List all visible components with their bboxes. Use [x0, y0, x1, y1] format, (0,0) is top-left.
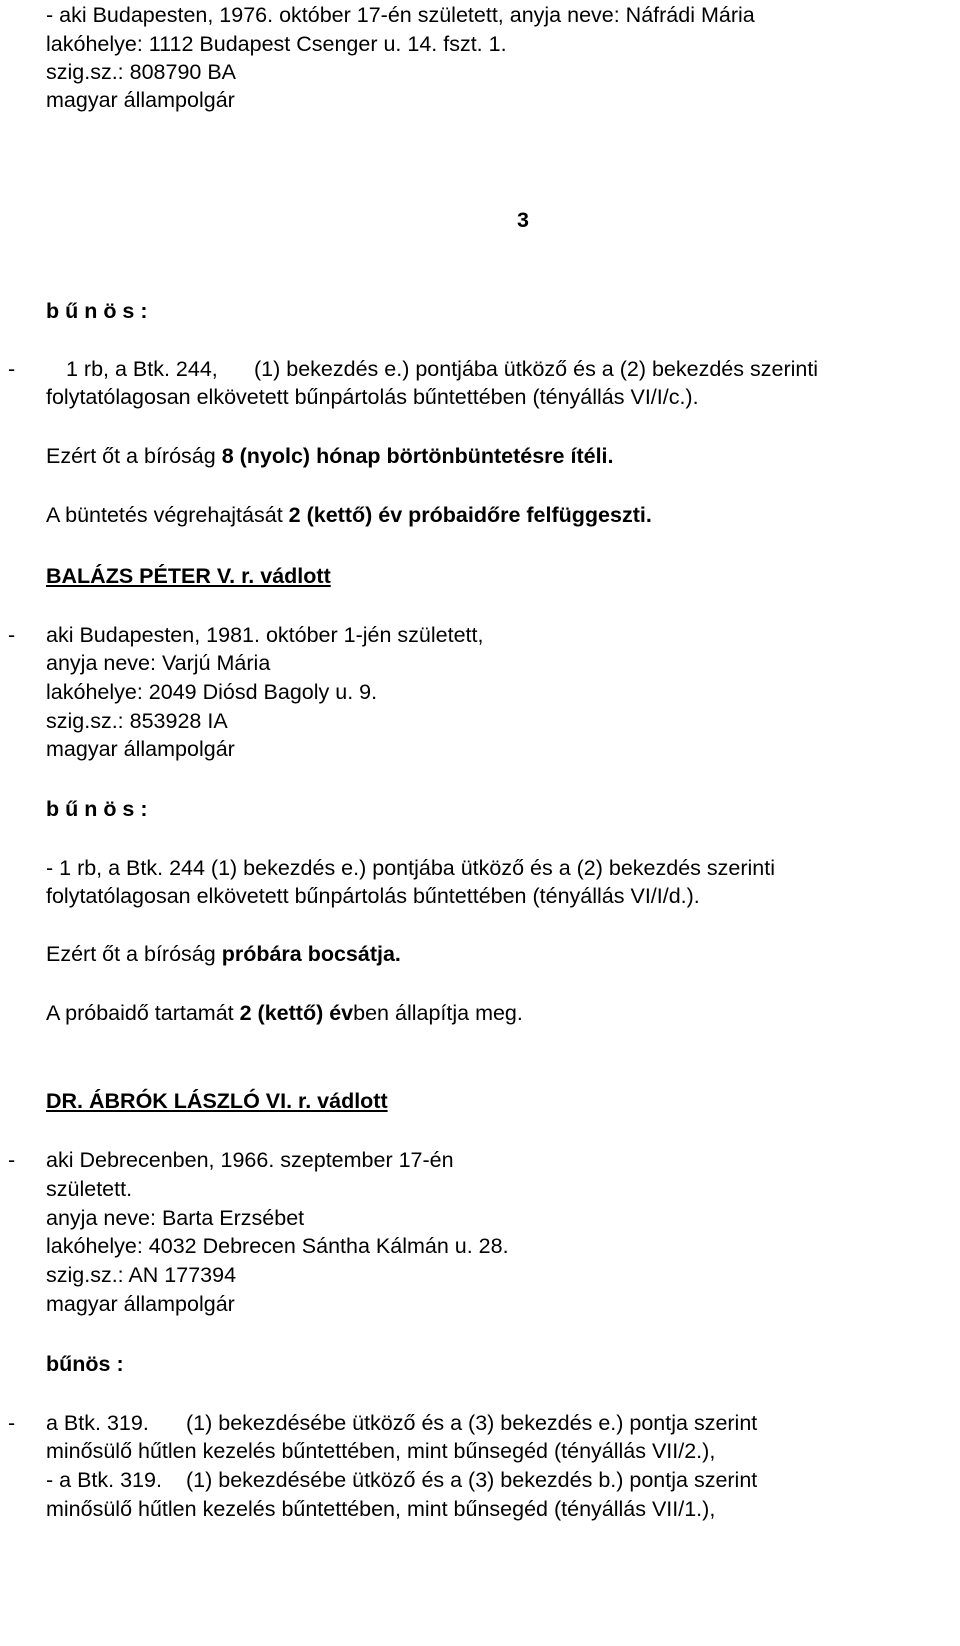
intro-line-3: szig.sz.: 808790 BA [46, 60, 237, 84]
intro-line-4: magyar állampolgár [46, 88, 235, 112]
charge-3-part-b: (1) bekezdésébe ütköző és a (3) bekezdés e.) pontja szerint [186, 1411, 758, 1435]
sentence-1-bold: 8 (nyolc) hónap börtönbüntetésre ítéli. [221, 444, 614, 468]
defendant-6-line-3: lakóhelye: 4032 Debrecen Sántha Kálmán u. 28. [46, 1234, 509, 1258]
sentence-3-lead: Ezért őt a bíróság [46, 942, 222, 966]
defendant-5-name: BALÁZS PÉTER V. r. vádlott [46, 564, 331, 588]
intro-line-1: - aki Budapesten, 1976. október 17-én született, anyja neve: Náfrádi Mária [46, 3, 755, 27]
defendant-6-line-2: anyja neve: Barta Erzsébet [46, 1206, 305, 1230]
defendant-5-line-4: szig.sz.: 853928 IA [46, 709, 228, 733]
charge-3-dash: - [8, 1411, 16, 1435]
verdict-heading-3: bűnös : [46, 1352, 124, 1376]
defendant-6-dash: - [8, 1148, 16, 1172]
defendant-6-line-4: szig.sz.: AN 177394 [46, 1263, 237, 1287]
charge-2-line-1: - 1 rb, a Btk. 244 (1) bekezdés e.) pontjába ütköző és a (2) bekezdés szerinti [46, 856, 775, 880]
defendant-5-dash: - [8, 623, 16, 647]
page-number: 3 [517, 208, 529, 232]
sentence-4 [46, 1000, 523, 1026]
defendant-5-line-5: magyar állampolgár [46, 737, 235, 761]
sentence-2 [46, 502, 652, 528]
sentence-4-tail: ben állapítja meg. [353, 1001, 523, 1025]
charge-1-part-a: 1 rb, a Btk. 244, [66, 357, 218, 381]
defendant-5-line-2: anyja neve: Varjú Mária [46, 651, 271, 675]
charge-1-dash: - [8, 357, 16, 381]
defendant-5-line-1: aki Budapesten, 1981. október 1-jén született, [46, 623, 484, 647]
charge-2-line-2: folytatólagosan elkövetett bűnpártolás bűntettében (tényállás VI/I/d.). [46, 884, 700, 908]
charge-1-part-b: (1) bekezdés e.) pontjába ütköző és a (2) bekezdés szerinti [254, 357, 819, 381]
defendant-6-line-5: magyar állampolgár [46, 1292, 235, 1316]
charge-4-part-a: - a Btk. 319. [46, 1468, 162, 1492]
sentence-4-bold: 2 (kettő) év [239, 1001, 354, 1025]
charge-3-line-2: minősülő hűtlen kezelés bűntettében, mint bűnsegéd (tényállás VII/2.), [46, 1439, 716, 1463]
sentence-2-lead: A büntetés végrehajtását [46, 503, 289, 527]
verdict-heading-1: b ű n ö s : [46, 299, 148, 323]
charge-4-part-b: (1) bekezdésébe ütköző és a (3) bekezdés b.) pontja szerint [186, 1468, 758, 1492]
defendant-6-name: DR. ÁBRÓK LÁSZLÓ VI. r. vádlott [46, 1089, 388, 1113]
charge-3-part-a: a Btk. 319. [46, 1411, 149, 1435]
sentence-1-lead: Ezért őt a bíróság [46, 444, 222, 468]
intro-line-2: lakóhelye: 1112 Budapest Csenger u. 14. fszt. 1. [46, 32, 507, 56]
sentence-3 [46, 941, 401, 967]
sentence-1 [46, 443, 614, 469]
sentence-2-bold: 2 (kettő) év próbaidőre felfüggeszti. [288, 503, 652, 527]
sentence-4-lead: A próbaidő tartamát [46, 1001, 240, 1025]
sentence-3-bold: próbára bocsátja. [221, 942, 401, 966]
defendant-6-line-1b: született. [46, 1177, 133, 1201]
charge-4-line-2: minősülő hűtlen kezelés bűntettében, mint bűnsegéd (tényállás VII/1.), [46, 1497, 716, 1521]
verdict-heading-2: b ű n ö s : [46, 797, 148, 821]
defendant-5-line-3: lakóhelye: 2049 Diósd Bagoly u. 9. [46, 680, 378, 704]
charge-1-line-2: folytatólagosan elkövetett bűnpártolás bűntettében (tényállás VI/I/c.). [46, 385, 699, 409]
defendant-6-line-1: aki Debrecenben, 1966. szeptember 17-én [46, 1148, 454, 1172]
